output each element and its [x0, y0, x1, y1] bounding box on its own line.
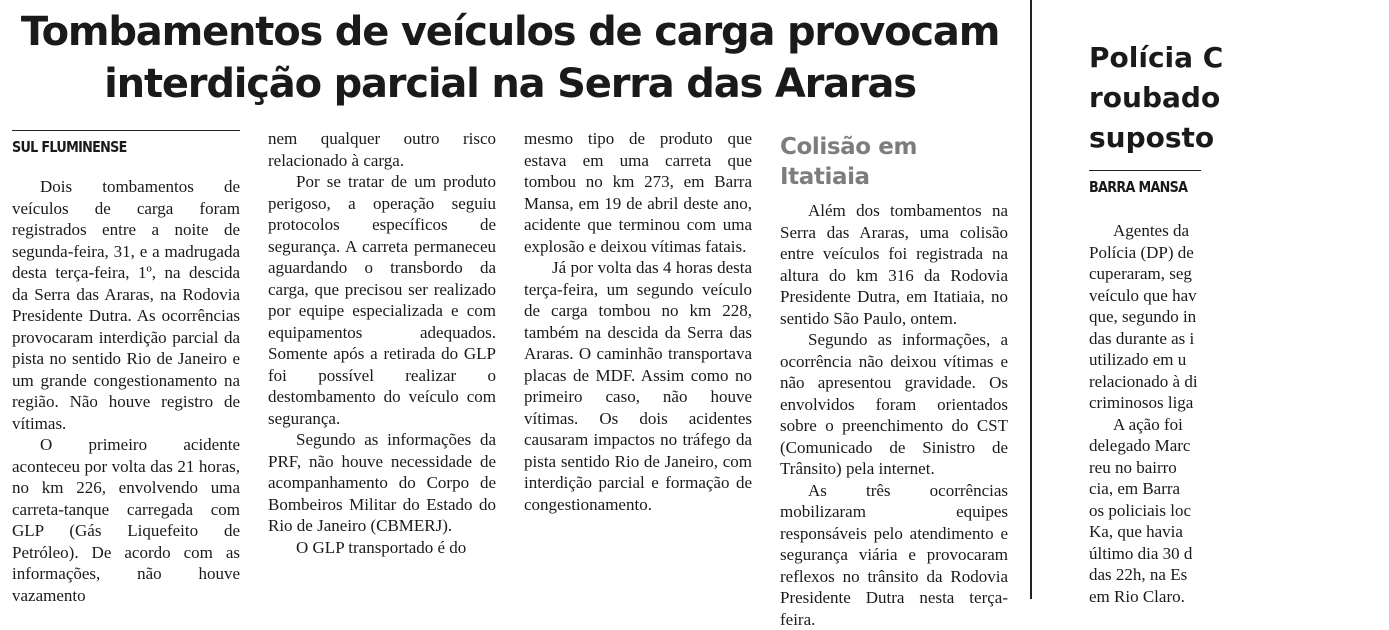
text-line: último dia 30 d [1089, 543, 1389, 565]
paragraph: Além dos tombamentos na Serra das Araras, uma colisão entre veículos foi registrada na altura do km 316 da Rodovia Presidente Dutra, em Itatiaia, no sentido São Paulo, ontem. [780, 200, 1008, 329]
text-line: das durante as i [1089, 328, 1389, 350]
text-line: criminosos liga [1089, 392, 1389, 414]
paragraph: Segundo as informações, a ocorrência não deixou vítimas e não apresentou gravidade. Os envolvidos foram orientados sobre o preenchimento do CST (Comunicado de Sinistro de Trânsito) pela internet. [780, 329, 1008, 480]
paragraph: O GLP transportado é do [268, 537, 496, 559]
text-line: delegado Marc [1089, 435, 1389, 457]
side-article-headline [1089, 38, 1389, 158]
kicker-rule [12, 130, 240, 131]
article-column-1 [12, 176, 240, 606]
text-line: os policiais loc [1089, 500, 1389, 522]
paragraph: Segundo as informações da PRF, não houve necessidade de acompanhamento do Corpo de Bombeiros Militar do Estado do Rio de Janeiro (CBMERJ). [268, 429, 496, 537]
paragraph: mesmo tipo de produto que estava em uma carreta que tombou no km 273, em Barra Mansa, em 19 de abril deste ano, acidente que terminou com uma explosão e deixou vítimas fatais. [524, 128, 752, 257]
section-subhead: Colisão em Itatiaia [780, 132, 1008, 192]
text-line: relacionado à di [1089, 371, 1389, 393]
article-column-4 [780, 200, 1008, 630]
side-section-kicker: BARRA MANSA [1089, 178, 1187, 196]
text-line: utilizado em u [1089, 349, 1389, 371]
article-column-2 [268, 128, 496, 558]
text-line: cia, em Barra [1089, 478, 1389, 500]
text-line: que, segundo in [1089, 306, 1389, 328]
text-line: reu no bairro [1089, 457, 1389, 479]
article-column-3 [524, 128, 752, 515]
headline-line: suposto [1089, 118, 1389, 158]
text-line: cuperaram, seg [1089, 263, 1389, 285]
paragraph: Dois tombamentos de veículos de carga foram registrados entre a noite de segunda-feira, 31, e a madrugada desta terça-feira, 1º, na descida da Serra das Araras, na Rodovia Presidente Dutra. As ocorrências provocaram interdição parcial da pista no sentido Rio de Janeiro e um grande congestionamento na região. Não houve registro de vítimas. [12, 176, 240, 434]
headline-line: Polícia C [1089, 38, 1389, 78]
text-line: veículo que hav [1089, 285, 1389, 307]
headline-line: roubado [1089, 78, 1389, 118]
article-headline: Tombamentos de veículos de carga provocam interdição parcial na Serra das Araras [0, 6, 1020, 110]
paragraph: Por se tratar de um produto perigoso, a operação seguiu protocolos específicos de segurança. A carreta permaneceu aguardando o transbordo da carga, que precisou ser realizado por equipe especializada e com equipamentos adequados. Somente após a retirada do GLP foi possível realizar o destombamento do veículo com segurança. [268, 171, 496, 429]
side-kicker-rule [1089, 170, 1201, 171]
column-divider [1030, 0, 1032, 599]
text-line: A ação foi [1089, 414, 1389, 436]
section-kicker: SUL FLUMINENSE [12, 138, 127, 156]
text-line: em Rio Claro. [1089, 586, 1389, 608]
text-line: Polícia (DP) de [1089, 242, 1389, 264]
side-article-column [1089, 220, 1389, 607]
paragraph: As três ocorrências mobilizaram equipes responsáveis pelo atendimento e segurança viária e provocaram reflexos no trânsito da Rodovia Presidente Dutra nesta terça-feira. [780, 480, 1008, 630]
paragraph: Já por volta das 4 horas desta terça-feira, um segundo veículo de carga tombou no km 228, também na descida da Serra das Araras. O caminhão transportava placas de MDF. Assim como no primeiro caso, não houve vítimas. Os dois acidentes causaram impactos no tráfego da pista sentido Rio de Janeiro, com interdição parcial e formação de congestionamento. [524, 257, 752, 515]
text-line: das 22h, na Es [1089, 564, 1389, 586]
text-line: Ka, que havia [1089, 521, 1389, 543]
text-line: Agentes da [1089, 220, 1389, 242]
paragraph: nem qualquer outro risco relacionado à carga. [268, 128, 496, 171]
paragraph: O primeiro acidente aconteceu por volta das 21 horas, no km 226, envolvendo uma carreta-tanque carregada com GLP (Gás Liquefeito de Petróleo). De acordo com as informações, não houve vazamento [12, 434, 240, 606]
